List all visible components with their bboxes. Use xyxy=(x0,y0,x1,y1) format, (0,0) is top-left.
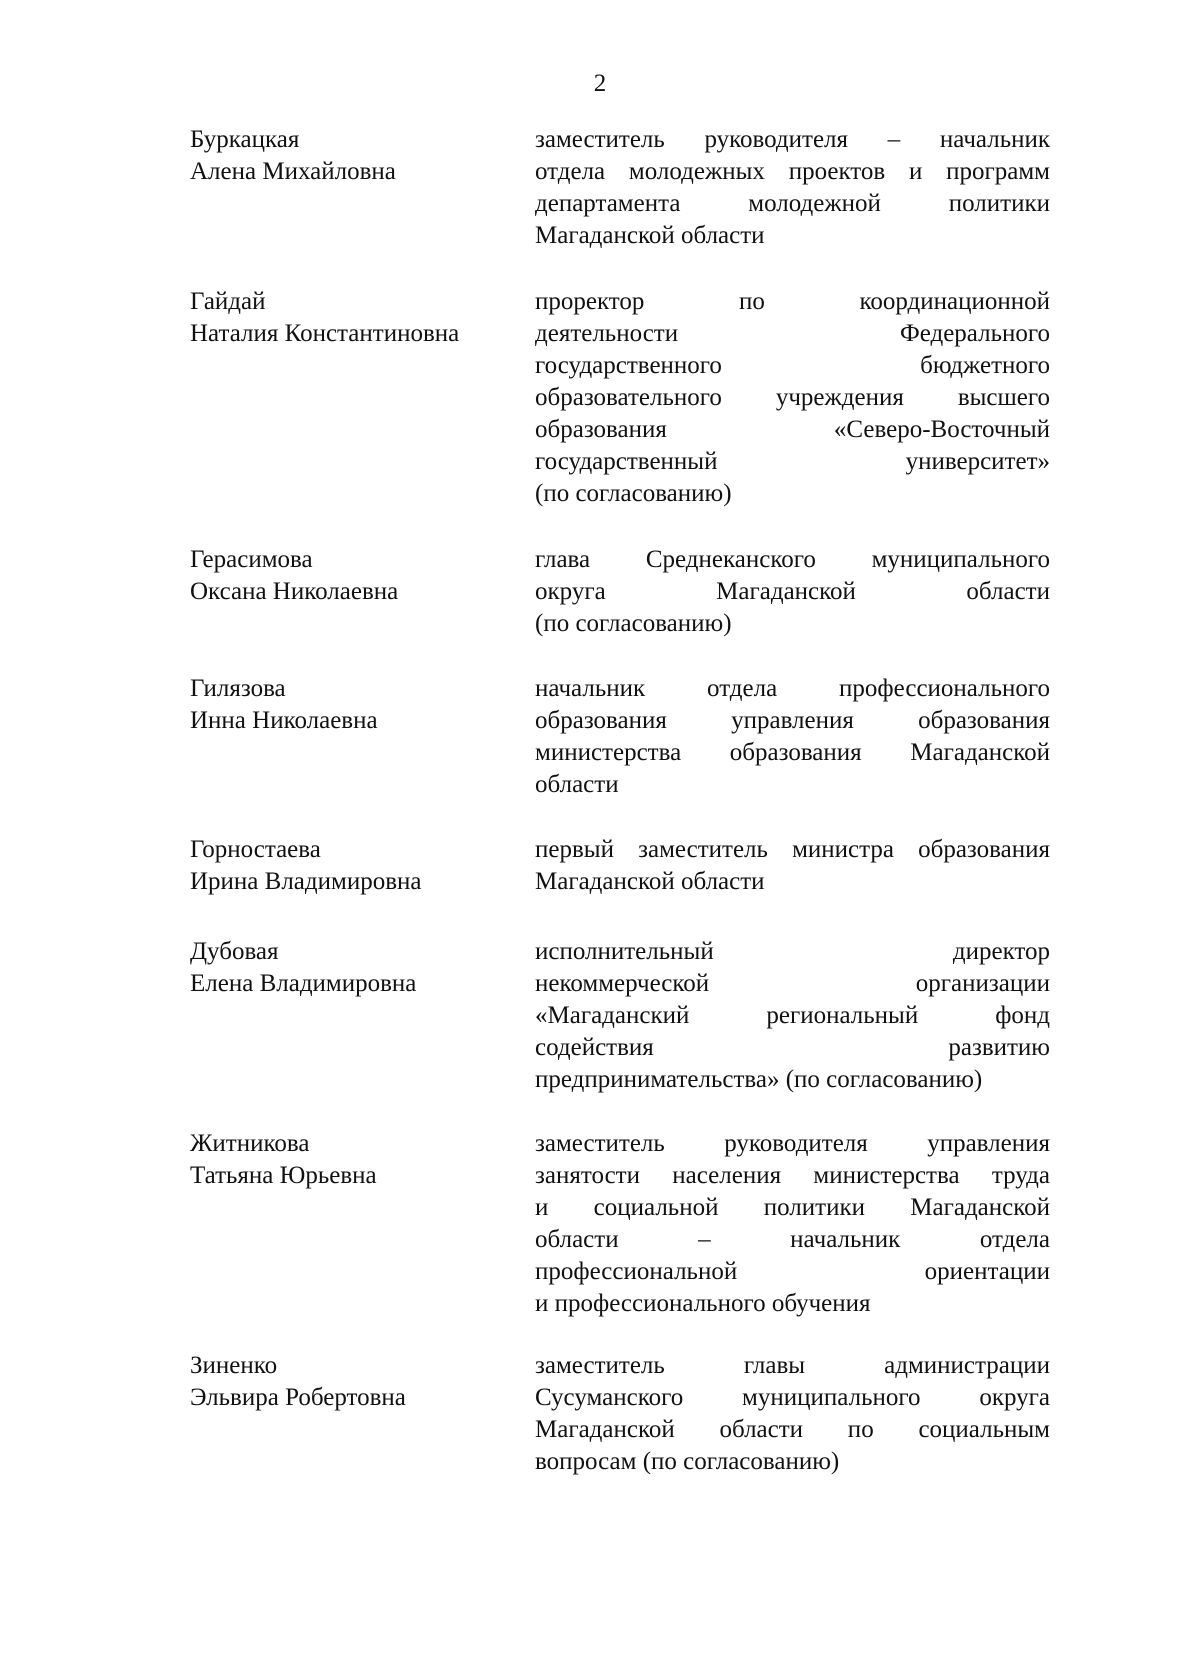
position-line: предпринимательства» (по согласованию) xyxy=(535,1066,983,1093)
member-given-names: Эльвира Робертовна xyxy=(190,1384,406,1411)
position-line: области – начальник отдела xyxy=(535,1226,1050,1253)
position-line: образовательного учреждения высшего xyxy=(535,384,1050,411)
position-line: «Магаданский региональный фонд xyxy=(535,1002,1050,1029)
position-line: округа Магаданской области xyxy=(535,578,1050,605)
position-line: исполнительный директор xyxy=(535,938,1050,965)
position-line: вопросам (по согласованию) xyxy=(535,1448,840,1475)
member-position xyxy=(535,673,1050,801)
position-line: первый заместитель министра образования xyxy=(535,836,1050,863)
position-line: министерства образования Магаданской xyxy=(535,739,1050,766)
position-line: образования «Северо-Восточный xyxy=(535,416,1050,443)
member-name xyxy=(190,286,510,350)
position-line: области xyxy=(535,771,619,798)
position-line: занятости населения министерства труда xyxy=(535,1162,1050,1189)
member-position xyxy=(535,1128,1050,1320)
position-line: глава Среднеканского муниципального xyxy=(535,546,1050,573)
member-given-names: Татьяна Юрьевна xyxy=(190,1162,377,1189)
position-line: проректор по координационной xyxy=(535,288,1050,315)
member-given-names: Елена Владимировна xyxy=(190,970,417,997)
position-line: Магаданской области xyxy=(535,222,765,249)
position-line: некоммерческой организации xyxy=(535,970,1050,997)
member-surname: Зиненко xyxy=(190,1352,278,1379)
position-line: Сусуманского муниципального округа xyxy=(535,1384,1050,1411)
member-position xyxy=(535,1350,1050,1478)
member-name xyxy=(190,1128,510,1192)
member-given-names: Алена Михайловна xyxy=(190,158,396,185)
position-line: содействия развитию xyxy=(535,1034,1050,1061)
member-given-names: Наталия Константиновна xyxy=(190,320,460,347)
position-line: (по согласованию) xyxy=(535,610,732,637)
member-position xyxy=(535,286,1050,510)
position-line: и социальной политики Магаданской xyxy=(535,1194,1050,1221)
position-line: заместитель руководителя – начальник xyxy=(535,126,1050,153)
member-name xyxy=(190,124,510,188)
member-surname: Буркацкая xyxy=(190,126,300,153)
member-surname: Горностаева xyxy=(190,836,321,863)
member-surname: Гайдай xyxy=(190,288,266,315)
member-position xyxy=(535,544,1050,640)
member-given-names: Оксана Николаевна xyxy=(190,578,399,605)
member-name xyxy=(190,936,510,1000)
member-position xyxy=(535,936,1050,1096)
member-position xyxy=(535,124,1050,252)
position-line: заместитель главы администрации xyxy=(535,1352,1050,1379)
member-given-names: Инна Николаевна xyxy=(190,707,378,734)
position-line: (по согласованию) xyxy=(535,480,732,507)
position-line: Магаданской области по социальным xyxy=(535,1416,1050,1443)
member-name xyxy=(190,673,510,737)
member-surname: Дубовая xyxy=(190,938,279,965)
position-line: начальник отдела профессионального xyxy=(535,675,1050,702)
member-name xyxy=(190,1350,510,1414)
member-name xyxy=(190,544,510,608)
position-line: образования управления образования xyxy=(535,707,1050,734)
member-surname: Гилязова xyxy=(190,675,286,702)
position-line: профессиональной ориентации xyxy=(535,1258,1050,1285)
position-line: деятельности Федерального xyxy=(535,320,1050,347)
member-name xyxy=(190,834,510,898)
position-line: заместитель руководителя управления xyxy=(535,1130,1050,1157)
position-line: государственный университет» xyxy=(535,448,1050,475)
position-line: государственного бюджетного xyxy=(535,352,1050,379)
page-number: 2 xyxy=(593,70,607,97)
position-line: департамента молодежной политики xyxy=(535,190,1050,217)
member-surname: Герасимова xyxy=(190,546,313,573)
position-line: Магаданской области xyxy=(535,868,765,895)
position-line: отдела молодежных проектов и программ xyxy=(535,158,1050,185)
member-position xyxy=(535,834,1050,898)
position-line: и профессионального обучения xyxy=(535,1290,871,1317)
member-given-names: Ирина Владимировна xyxy=(190,868,422,895)
member-surname: Житникова xyxy=(190,1130,310,1157)
